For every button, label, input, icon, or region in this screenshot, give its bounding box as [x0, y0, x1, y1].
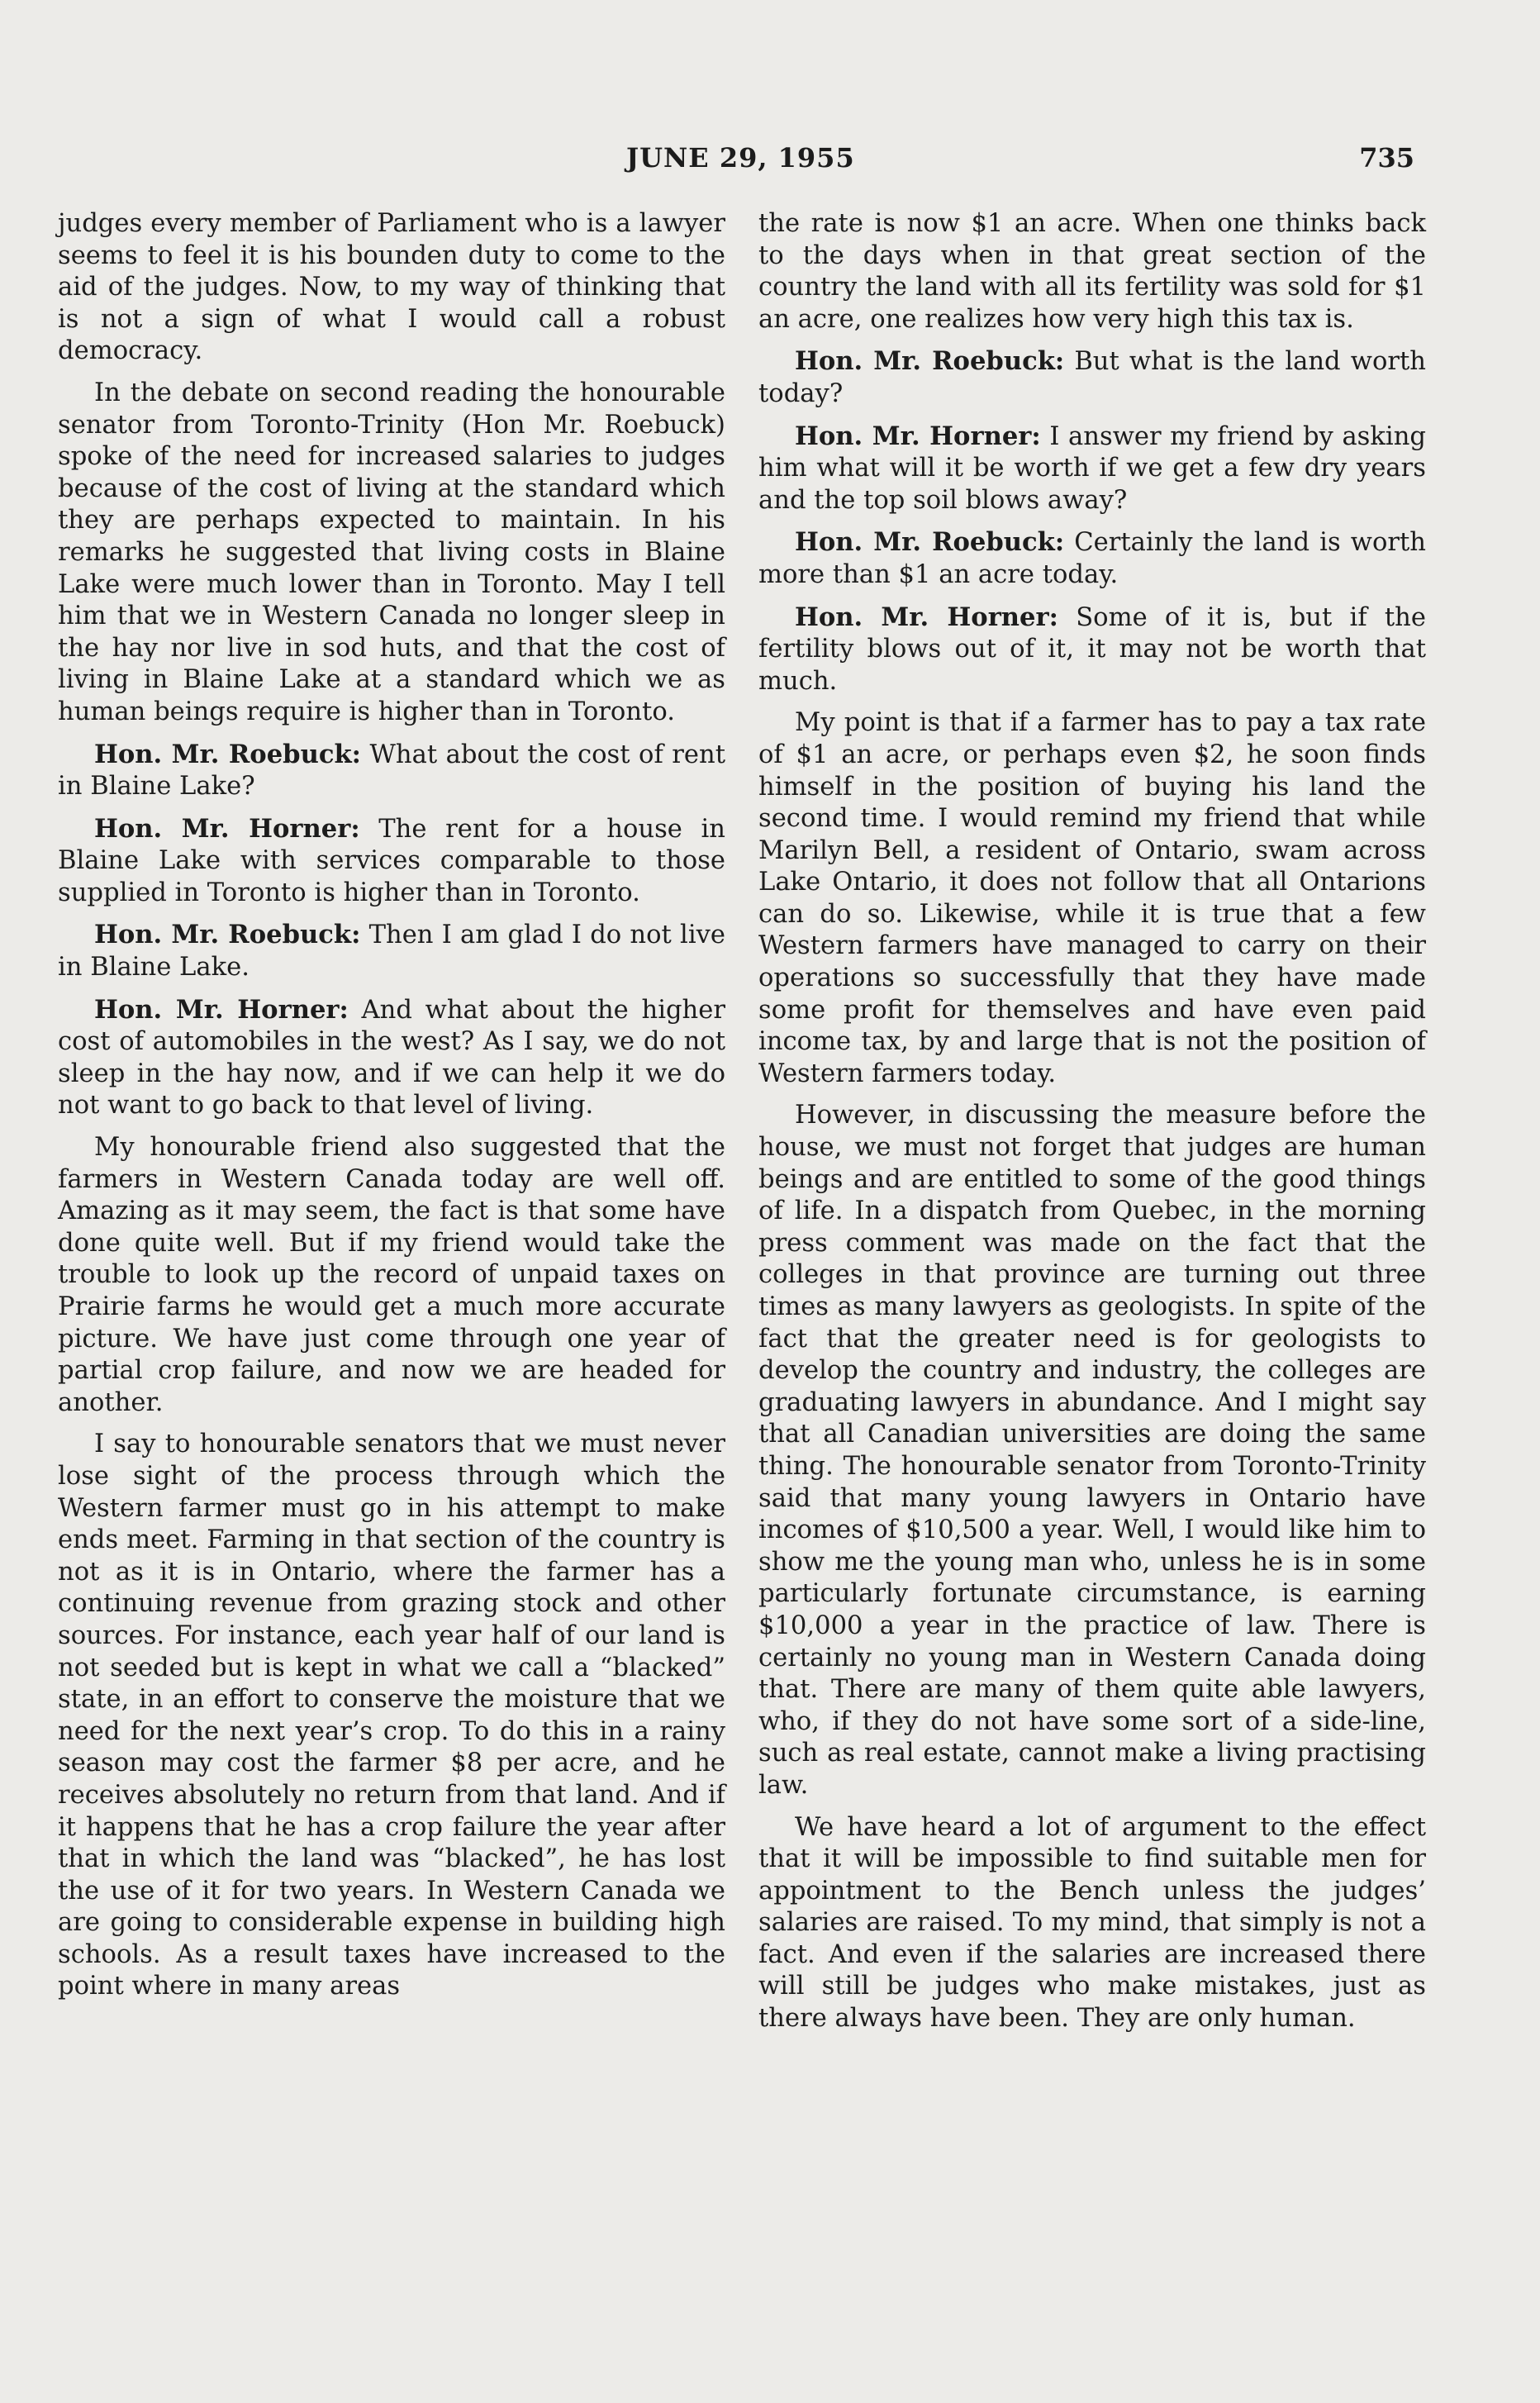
speech-text: Then I am glad I do not live in Blaine Lake. [58, 921, 726, 983]
paragraph-text: the rate is now $1 an acre. When one thinks back to the days when in that great section of the country the land with all its fertility was sold for $1 an acre, one realizes how very high this tax is. [758, 209, 1426, 334]
speech-paragraph [58, 813, 725, 910]
page-number: 735 [1359, 142, 1414, 174]
text-paragraph [58, 208, 725, 368]
speech-text: Certainly the land is worth more than $1 an acre today. [758, 528, 1426, 589]
speech-text: Some of it is, but if the fertility blows out of it, it may not be worth that much. [758, 602, 1426, 696]
left-column [58, 208, 725, 2013]
text-paragraph [58, 378, 725, 729]
paragraph-text: I say to honourable senators that we must never lose sight of the process through which the Western farmer must go in his attempt to make ends meet. Farming in that section of the country is not as it is in Ontario, where the farmer has a continuing revenue from grazing stock and other sources. For instance, each year half of our land is not seeded but is kept in what we call a “blacked” state, in an effort to conserve the moisture that we need for the next year’s crop. To do this in a rainy season may cost the farmer $8 per acre, and he receives absolutely no return from that land. And if it happens that he has a crop failure the year after that in which the land was “blacked”, he has lost the use of it for two years. In Western Canada we are going to considerable expense in building high schools. As a result taxes have increased to the point where in many areas [58, 1430, 725, 2001]
speaker-name: Hon. Mr. Horner: [94, 813, 360, 844]
page-header [59, 142, 1414, 183]
paragraph-text: However, in discussing the measure before the house, we must not forget that judges are human beings and are entitled to some of the good things of life. In a dispatch from Quebec, in the morning press comment was made on the fact that the colleges in that province are turning out three times as many lawyers as geologists. In spite of the fact that the greater need is for geologists to develop the country and industry, the colleges are graduating lawyers in abundance. And I might say that all Canadian universities are doing the same thing. The honourable senator from Toronto-Trinity said that many young lawyers in Ontario have incomes of $10,500 a year. Well, I would like him to show me the young man who, unless he is in some particularly fortunate circumstance, is earning $10,000 a year in the practice of law. There is certainly no young man in Western Canada doing that. There are many of them quite able lawyers, who, if they do not have some sort of a side-line, such as real estate, cannot make a living practising law. [758, 1101, 1426, 1800]
speech-paragraph [758, 602, 1426, 698]
text-paragraph [758, 1100, 1426, 1801]
text-paragraph [758, 1812, 1426, 2035]
paragraph-text: judges every member of Parliament who is a lawyer seems to feel it is his bounden duty to come to the aid of the judges. Now, to my way of thinking that is not a sign of what I would call a robust democracy. [58, 209, 725, 366]
speech-text: And what about the higher cost of automobiles in the west? As I say, we do not sleep in the hay now, and if we can help it we do not want to go back to that level of living. [58, 995, 725, 1121]
speech-text: What about the cost of rent in Blaine Lake? [58, 740, 725, 802]
speech-paragraph [58, 919, 725, 983]
text-paragraph [58, 1429, 725, 2003]
speaker-name: Hon. Mr. Horner: [795, 602, 1058, 632]
speech-text: The rent for a house in Blaine Lake with services comparable to those supplied in Toronto is higher than in Toronto. [58, 814, 725, 907]
speaker-name: Hon. Mr. Horner: [795, 421, 1041, 451]
speaker-name: Hon. Mr. Roebuck: [94, 739, 361, 769]
paragraph-text: My point is that if a farmer has to pay a tax rate of $1 an acre, or perhaps even $2, he soon finds himself in the position of buying his land the second time. I would remind my friend that while Marilyn Bell, a resident of Ontario, swam across Lake Ontario, it does not follow that all Ontarions can do so. Likewise, while it is true that a few Western farmers have managed to carry on their operations so successfully that they have made some profit for themselves and have even paid income tax, by and large that is not the position of Western farmers today. [758, 708, 1426, 1088]
right-column [758, 208, 1426, 2045]
speaker-name: Hon. Mr. Roebuck: [94, 920, 361, 950]
text-paragraph [758, 208, 1426, 335]
speaker-name: Hon. Mr. Roebuck: [795, 527, 1065, 558]
paragraph-text: In the debate on second reading the honourable senator from Toronto-Trinity (Hon Mr. Roebuck) spoke of the need for increased salaries to judges because of the cost of living at the standard which they are perhaps expected to maintain. In his remarks he suggested that living costs in Blaine Lake were much lower than in Toronto. May I tell him that we in Western Canada no longer sleep in the hay nor live in sod huts, and that the cost of living in Blaine Lake at a standard which we as human beings require is higher than in Toronto. [58, 378, 725, 726]
page-date: JUNE 29, 1955 [626, 142, 855, 174]
speaker-name: Hon. Mr. Roebuck: [795, 346, 1065, 377]
speech-paragraph [758, 526, 1426, 591]
speech-paragraph [58, 994, 725, 1122]
speaker-name: Hon. Mr. Horner: [94, 994, 349, 1025]
speech-paragraph [758, 345, 1426, 410]
paragraph-text: My honourable friend also suggested that the farmers in Western Canada today are well off. Amazing as it may seem, the fact is that some have done quite well. But if my friend would take the trouble to look up the record of unpaid taxes on Prairie farms he would get a much more accurate picture. We have just come through one year of partial crop failure, and now we are headed for another. [58, 1133, 725, 1417]
speech-paragraph [758, 421, 1426, 517]
text-paragraph [58, 1132, 725, 1419]
speech-text: I answer my friend by asking him what will it be worth if we get a few dry years and the top soil blows away? [758, 421, 1426, 515]
paragraph-text: We have heard a lot of argument to the effect that it will be impossible to find suitable men for appointment to the Bench unless the judges’ salaries are raised. To my mind, that simply is not a fact. And even if the salaries are increased there will still be judges who make mistakes, just as there always have been. They are only human. [758, 1812, 1426, 2034]
text-paragraph [758, 707, 1426, 1090]
speech-text: But what is the land worth today? [758, 347, 1426, 408]
speech-paragraph [58, 739, 725, 803]
